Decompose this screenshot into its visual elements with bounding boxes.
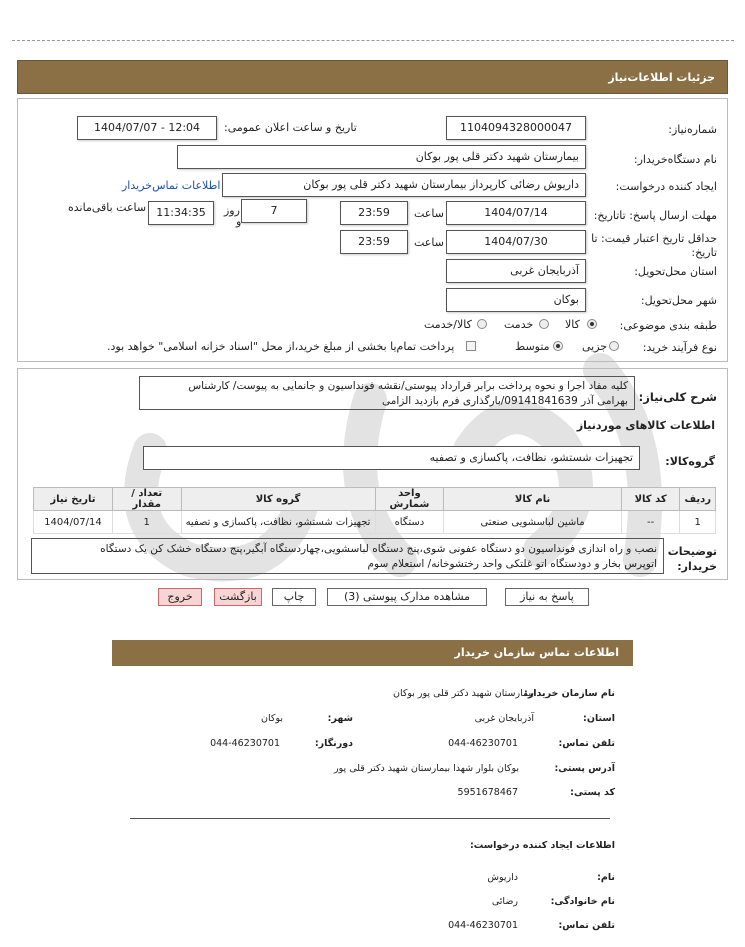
deadline-date-field[interactable]: 1404/07/14 (446, 201, 586, 225)
col-date-header: تاریخ نیاز (34, 488, 113, 511)
col-code-header: کد کالا (621, 488, 680, 511)
creator-name-value: داریوش (487, 872, 518, 883)
creator-phone-label: تلفن تماس: (558, 920, 615, 931)
goods-info-label: اطلاعات کالاهای موردنیاز (576, 419, 715, 432)
cell-qty: 1 (112, 511, 181, 534)
buyer-notes-line-1: نصب و راه اندازی فونداسیون دو دستگاه عفونی شوی،پنج دستگاه لباسشویی،چهاردستگاه آبگیر،پنج دستگاه خشک کن یک دستگاه (100, 543, 657, 555)
table-header-row (34, 488, 716, 511)
process-radio-minor[interactable] (609, 341, 619, 351)
process-label: نوع فرآیند خرید: (642, 341, 717, 354)
buyer-notes-box[interactable] (31, 538, 664, 574)
contact-header (112, 640, 633, 666)
creator-info-title: اطلاعات ایجاد کننده درخواست: (469, 840, 615, 851)
creator-family-label: نام خانوادگی: (550, 896, 615, 907)
col-group-header: گروه کالا (181, 488, 375, 511)
process-radio-medium[interactable] (553, 341, 563, 351)
cell-row: 1 (680, 511, 716, 534)
creator-name-label: نام: (597, 872, 615, 883)
category-label: طبقه بندی موضوعی: (619, 319, 717, 332)
summary-line-2: بهرامی آذر 09141841639/بارگذاری فرم بازدید الزامی (382, 395, 628, 407)
cell-date: 1404/07/14 (34, 511, 113, 534)
creator-family-value: رضائی (491, 896, 518, 907)
contact-divider (130, 818, 610, 819)
deadline-label: مهلت ارسال پاسخ: تاتاریخ: (593, 209, 717, 222)
col-unit-header: واحد شمارش (375, 488, 444, 511)
summary-line-1: کلیه مفاد اجرا و نحوه پرداخت برابر قرارداد پیوستی/نقشه فونداسیون و جانمایی به پیوست/ کارشناس (188, 380, 628, 392)
contact-city-label: شهر: (327, 713, 353, 724)
remaining-time-field[interactable]: 11:34:35 (148, 201, 214, 225)
contact-phone-value: 044-46230701 (448, 738, 518, 749)
cell-code: -- (621, 511, 680, 534)
col-name-header: نام کالا (444, 488, 622, 511)
announce-date-field[interactable]: 1404/07/07 - 12:04 (77, 116, 217, 140)
need-number-label: شماره‌نیاز: (668, 123, 717, 136)
contact-phone-label: تلفن تماس: (558, 738, 615, 749)
reply-button[interactable]: پاسخ به نیاز (505, 588, 589, 606)
org-value: بیمارستان شهید دکتر قلی پور بوکان (392, 688, 534, 699)
buyer-notes-label: توضیحات (667, 545, 717, 558)
back-button[interactable]: بازگشت (214, 588, 262, 606)
contact-city-value: بوکان (261, 713, 283, 724)
postal-value: 5951678467 (457, 787, 518, 798)
cell-name: ماشین لباسشویی صنعتی (444, 511, 622, 534)
group-label: گروه‌کالا: (665, 455, 715, 468)
category-radio-service[interactable] (539, 319, 549, 329)
org-label: نام سازمان خریدار: (524, 688, 615, 699)
print-button[interactable]: چاپ (272, 588, 316, 606)
need-number-field[interactable]: 1104094328000047 (446, 116, 586, 140)
contact-fax-value: 044-46230701 (210, 738, 280, 749)
creator-phone-value: 044-46230701 (448, 920, 518, 931)
col-row-header: ردیف (680, 488, 716, 511)
validity-date-field[interactable]: 1404/07/30 (446, 230, 586, 254)
province-label: استان محل‌تحویل: (634, 265, 717, 278)
contact-fax-label: دورنگار: (314, 738, 353, 749)
postal-label: کد پستی: (570, 787, 615, 798)
days-label: روز (224, 204, 240, 217)
deadline-time-label: ساعت (414, 207, 444, 220)
deadline-time-field[interactable]: 23:59 (340, 201, 408, 225)
page-title: جزئیات اطلاعات‌نیاز (608, 71, 715, 84)
col-qty-header: تعداد / مقدار (112, 488, 181, 511)
city-label: شهر محل‌تحویل: (640, 294, 717, 307)
validity-time-label: ساعت (414, 236, 444, 249)
category-radio-goods[interactable] (587, 319, 597, 329)
goods-table (33, 487, 716, 534)
contact-title: اطلاعات تماس سازمان خریدار (454, 646, 619, 659)
summary-box[interactable] (139, 376, 635, 410)
process-option-minor: جزیی (582, 340, 608, 353)
contact-province-value: آذربایجان غربی (474, 713, 534, 724)
exit-button[interactable]: خروج (158, 588, 202, 606)
creator-label: ایجاد کننده درخواست: (615, 180, 717, 193)
page-header (17, 60, 728, 94)
payment-note: پرداخت تمام‌یا بخشی از مبلغ خرید،از محل "اسناد خزانه اسلامی" خواهد بود. (107, 340, 455, 353)
treasury-checkbox[interactable] (466, 341, 476, 351)
validity-label: حداقل تاریخ اعتبار قیمت: تا (591, 232, 717, 245)
address-value: بوکان بلوار شهدا بیمارستان شهید دکتر قلی پور (334, 763, 519, 774)
contact-province-label: استان: (583, 713, 615, 724)
and-label: و (236, 215, 242, 228)
validity-time-field[interactable]: 23:59 (340, 230, 408, 254)
remaining-label: ساعت باقی‌مانده (68, 201, 147, 214)
process-option-medium: متوسط (515, 340, 550, 353)
category-radio-both[interactable] (477, 319, 487, 329)
category-option-service: خدمت (504, 318, 534, 331)
buyer-notes-label-2: خریدار: (677, 560, 717, 573)
buyer-contact-link[interactable]: اطلاعات تماس‌خریدار (122, 179, 221, 192)
buyer-label: نام دستگاه‌خریدار: (633, 153, 717, 166)
city-field[interactable]: بوکان (446, 288, 586, 312)
top-divider (12, 40, 734, 41)
cell-unit: دستگاه (375, 511, 444, 534)
summary-label: شرح کلی‌نیاز: (638, 390, 717, 404)
group-field[interactable]: تجهیزات شستشو، نظافت، پاکسازی و تصفیه (143, 446, 640, 470)
cell-group: تجهیزات شستشو، نظافت، پاکسازی و تصفیه (181, 511, 375, 534)
buyer-field[interactable]: بیمارستان شهید دکتر قلی پور بوکان (177, 145, 586, 169)
creator-field[interactable]: داریوش رضائی کارپرداز بیمارستان شهید دکتر قلی پور بوکان (222, 173, 586, 197)
announce-label: تاریخ و ساعت اعلان عمومی: (224, 121, 357, 134)
category-option-both: کالا/خدمت (424, 318, 472, 331)
table-row[interactable] (34, 511, 716, 534)
province-field[interactable]: آذربایجان غربی (446, 259, 586, 283)
attachments-button[interactable]: مشاهده مدارک پیوستی (3) (327, 588, 487, 606)
address-label: آدرس پستی: (554, 763, 615, 774)
buyer-notes-line-2: اتوپرس بخار و دودستگاه اتو غلتکی واحد رختشوخانه/ استعلام سوم (367, 558, 657, 570)
validity-label-2: تاریخ: (691, 246, 717, 259)
category-option-goods: کالا (565, 318, 580, 331)
days-field[interactable]: 7 (241, 199, 307, 223)
